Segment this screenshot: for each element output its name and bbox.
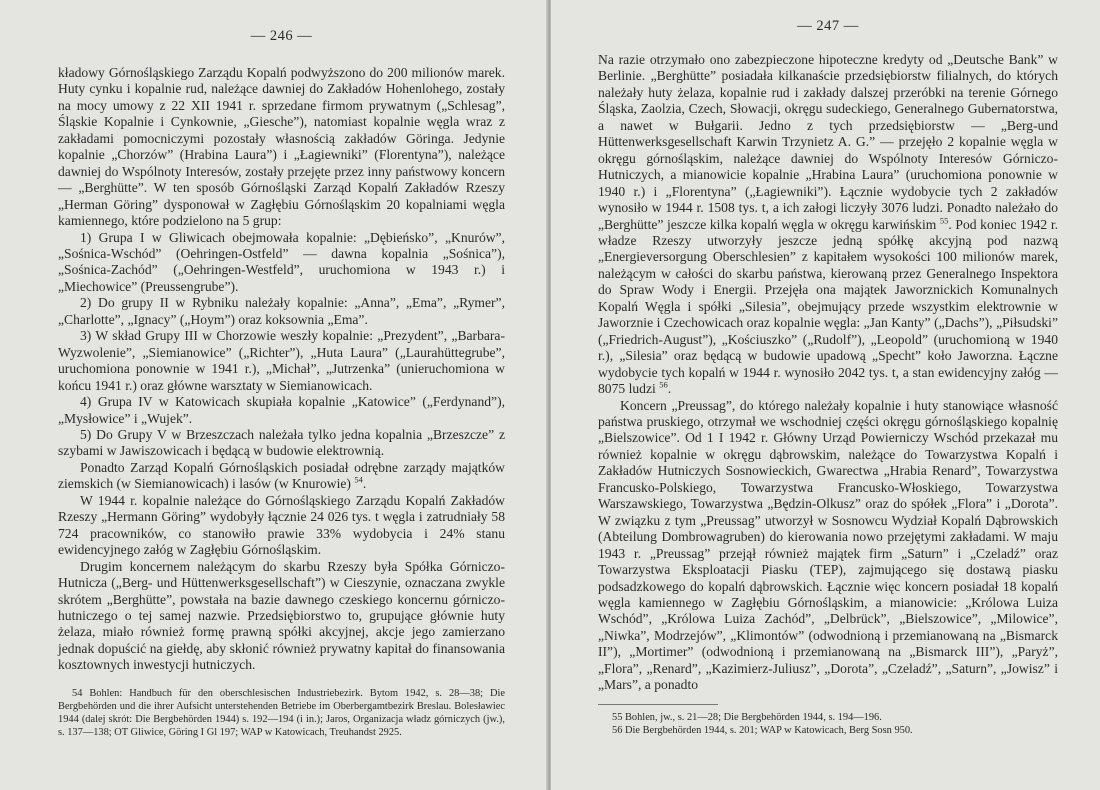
paragraph: Koncern „Preussag”, do którego należały kopalnie i huty stanowiące własność państwa pruskiego, otrzymał we wschodniej części okręgu górnośląskiego kopalnię „Bielszowice”. Od 1 I 1942 r. Główny Urząd Powierniczy Wschód przekazał mu również kopalnie w okręgu dąbrowskim, należące do Towarzystwa Kopalń i Zakładów Hutniczych Sosnowieckich, Gwarectwa „Hrabia Renard”, Towarzystwa Francusko-Polskiego, Towarzystwa Francusko-Włoskiego, Towarzystwa Warszawskiego, Towarzystwa „Będzin-Olkusz” oraz do spółek „Flora” i „Dorota”. W związku z tym „Preussag” utworzył w Sosnowcu Wydział Kopalń Dąbrowskich (Abteilung Dombrowagruben) do kierowania nowo przejętymi zakładami. W maju 1943 r. „Preussag” przejął również majątek firm „Saturn” i „Czeladź” oraz Towarzystwa Eksploatacji Piasku (TEP), zajmującego się dostawą piasku podsadzkowego do kopalń dąbrowskich. Łącznie więc koncern posiadał 18 kopalń węgla kamiennego w Zagłębiu Górnośląskim, a mianowicie: „Królowa Luiza Wschód”, „Królowa Luiza Zachód”, „Delbrück”, „Bielszowice”, „Milowice”, „Niwka”, Modrzejów”, „Klimontów” (odwodnioną i przemianowaną na „Bismarck II”), „Mortimer” (odwodnioną i przemianowaną na „Bismarck III”), „Paryż”, „Flora”, „Renard”, „Kazimierz-Juliusz”, „Dorota”, „Czeladź”, „Saturn”, „Jowisz” i „Mars”, a ponadto (598, 397, 1058, 693)
footnote-ref: 54 (354, 474, 363, 485)
footnote: 54 Bohlen: Handbuch für den oberschlesischen Industriebezirk. Bytom 1942, s. 28—38; Die Bergbehörden und die ihrer Aufsicht unterstehenden Betriebe im Oberbergamtbezirk Breslau. Bolesławiec 1944 (dalej skrót: Die Bergbehörden 1944) s. 192—194 (i in.); Jaros, Organizacja władz górniczych (jw.), s. 137—138; OT Gliwice, Göring I Gl 197; WAP w Katowicach, Treuhandst 2925. (58, 687, 505, 739)
page-number: — 247 — (797, 18, 859, 34)
paragraph: 5) Do Grupy V w Brzeszczach należała tylko jedna kopalnia „Brzeszcze” z szybami w Jawiszowicach i będącą w budowie elektrownią. (58, 426, 505, 459)
paragraph-text: Ponadto Zarząd Kopalń Górnośląskich posiadał odrębne zarządy majątków ziemskich (w Siemianowicach) i lasów (w Knurowie) (58, 459, 505, 492)
footnote: 56 Die Bergbehörden 1944, s. 201; WAP w Katowicach, Berg Sosn 950. (612, 724, 913, 736)
paragraph: Na razie otrzymało ono zabezpieczone hipoteczne kredyty od „Deutsche Bank” w Berlinie. „Berghütte” posiadała kilkanaście przedsiębiorstw filialnych, do których należały huty żelaza, kopalnie rud i zakłady dalszej przeróbki na terenie Górnego Śląska, Zaolzia, Czech, Słowacji, okręgu sudeckiego, Generalnego Gubernatorstwa, a nawet w Bułgarii. Jedno z tych przedsiębiorstw — „Berg-und Hüttenwerksgesellschaft Karwin Trzynietz A. G.” — przejęło 2 kopalnie węgla w okręgu górnośląskim, należące dawniej do Wspólnoty Interesów Górniczo-Hutniczych, a mianowicie kopalnie „Hrabina Laura” (uruchomiona ponownie w 1940 r.) i „Florentyna” („Łagiewniki”). Łącznie wydobycie tych 2 zakładów wynosiło w 1944 r. 1508 tys. t, a ich załogi liczyły 3076 ludzi. Ponadto należało do „Berghütte” jeszcze kilka kopalń węgla w okręgu karwińskim $^{55}$. Pod koniec 1942 r. władze Rzeszy utworzyły jeszcze jedną spółkę akcyjną pod nazwą „Energieversorgung Oberschlesien” z kapitałem wysokości 100 milionów marek, należącym w całości do skarbu państwa, kierowaną przez Generalnego Inspektora do Spraw Wody i Energii. Przejęła ona majątek Jaworznickich Komunalnych Kopalń Węgla i spółki „Silesia”, obejmujący przede wszystkim elektrownie w Jaworznie i Czechowicach oraz kopalnie węgla: „Jan Kanty” („Dachs”), „Piłsudski” („Friedrich-August”), „Kościuszko” („Rudolf”), „Leopold” (uruchomioną w 1940 r.), „Silesia” oraz będącą w budowie upadową „Specht” koło Jaworzna. Łączne wydobycie tych kopalń w 1944 r. wynosiło 2042 tys. t, a stan ewidencyjny załóg — 8075 ludzi $^{56}$. (598, 52, 1058, 397)
footnote-ref: 56 (659, 379, 668, 390)
paragraph: 1) Grupa I w Gliwicach obejmowała kopalnie: „Dębieńsko”, „Knurów”, „Sośnica-Wschód” (Oehringen-Ostfeld” — dawna kopalnia „Sośnica”), „Sośnica-Zachód” („Oehringen-Westfeld”, uruchomiona w 1943 r.) i „Miechowice” (Preussengrube”). (58, 229, 505, 294)
page-body (58, 65, 505, 674)
page-number: — 246 — (250, 28, 313, 44)
paragraph: W 1944 r. kopalnie należące do Górnośląskiego Zarządu Kopalń Zakładów Rzeszy „Hermann Göring” wydobyły łącznie 24 026 tys. t węgla i zatrudniały 58 724 pracowników, co stanowiło prawie 33% wydobycia i 24% stanu ewidencyjnego załóg w Zagłębiu Górnośląskim. (58, 492, 505, 558)
footnotes (58, 687, 505, 739)
paragraph: Ponadto Zarząd Kopalń Górnośląskich posiadał odrębne zarządy majątków ziemskich (w Siemianowicach) i lasów (w Knurowie) $^{54}$. (58, 459, 505, 492)
footnote-rule (598, 704, 718, 705)
paragraph: 2) Do grupy II w Rybniku należały kopalnie: „Anna”, „Ema”, „Rymer”, „Charlotte”, „Ignacy” („Hoym”) oraz koksownia „Ema”. (58, 295, 505, 327)
right-page (551, 0, 1100, 790)
page-body (598, 52, 1058, 694)
footnote-ref: 55 (939, 215, 949, 225)
footnote: 55 Bohlen, jw., s. 21—28; Die Bergbehörden 1944, s. 194—196. (612, 711, 882, 723)
paragraph: kładowy Górnośląskiego Zarządu Kopalń podwyższono do 200 milionów marek. Huty cynku i kopalnie rud, należące dawniej do Zakładów Hohenlohego, zostały na mocy umowy z 22 XII 1941 r. sprzedane firmom prywatnym („Schlesag”, Śląskie Kopalnie i Cynkownie, „Giesche”), natomiast kopalnie węgla wraz z zakładami pomocniczymi pozostały własnością zakładów Göringa. Jedynie kopalnie „Chorzów” (Hrabina Laura”) i „Łagiewniki” (Florentyna”), należące dawniej do Wspólnoty Interesów, zostały przejęte przez inny państwowy koncern — „Berghütte”. W ten sposób Górnośląski Zarząd Kopalń Zakładów Rzeszy „Herman Göring” dysponował w Zagłębiu Górnośląskim 20 kopalniami węgla kamiennego, które podzielono na 5 grup: (58, 65, 505, 229)
paragraph: Drugim koncernem należącym do skarbu Rzeszy była Spółka Górniczo-Hutnicza („Berg- und Hüttenwerksgesellschaft”) w Cieszynie, oznaczana zwykle skrótem „Berghütte”, powstała na bazie dawnego czeskiego koncernu górniczo-hutniczego o tej samej nazwie. Przedsiębiorstwo to, grupujące głównie huty żelaza, miało również formę prawną spółki akcyjnej, akcje jego zamierzano jednak dopuścić na giełdę, aby skłonić również prywatny kapitał do finansowania kosztownych inwestycji hutniczych. (58, 558, 505, 673)
footnotes (598, 711, 1058, 737)
paragraph-text: Na razie otrzymało ono zabezpieczone hipoteczne kredyty od „Deutsche Bank” w Berlinie. „Berghütte” posiadała kilkanaście przedsiębiorstw filialnych, do których należały huty żelaza, kopalnie rud i zakłady dalszej przeróbki na terenie Górnego Śląska, Zaolzia, Czech, Słowacji, okręgu sudeckiego, Generalnego Gubernatorstwa, a nawet w Bułgarii. Jedno z tych przedsiębiorstw — „Berg-und Hüttenwerksgesellschaft Karwin Trzynietz A. G.” — przejęło 2 kopalnie węgla w okręgu górnośląskim, należące dawniej do Wspólnoty Interesów Górniczo-Hutniczych, a mianowicie kopalnie „Hrabina Laura” (uruchomiona ponownie w 1940 r.) i „Florentyna” („Łagiewniki”). Łącznie wydobycie tych 2 zakładów wynosiło w 1944 r. 1508 tys. t, a ich załogi liczyły 3076 ludzi. Ponadto należało do „Berghütte” jeszcze kilka kopalń węgla w okręgu karwińskim (598, 52, 1058, 232)
paragraph: 4) Grupa IV w Katowicach skupiała kopalnie „Katowice” („Ferdynand”), „Mysłowice” i „Wujek”. (58, 394, 505, 426)
paragraph: 3) W skład Grupy III w Chorzowie weszły kopalnie: „Prezydent”, „Barbara-Wyzwolenie”, „Siemianowice” („Richter”), „Huta Laura” („Laurahüttegrube”, uruchomiona ponownie w 1941 r.), „Michał”, „Jutrzenka” (unieruchomiona w końcu 1941 r.) oraz główne warsztaty w Siemianowicach. (58, 328, 505, 393)
left-page (0, 0, 549, 790)
paragraph-text: Pod koniec 1942 r. władze Rzeszy utworzyły jeszcze jedną spółkę akcyjną pod nazwą „Energieversorgung Oberschlesien” z kapitałem wysokości 100 milionów marek, należącym w całości do skarbu państwa, kierowaną przez Generalnego Inspektora do Spraw Wody i Energii. Przejęła ona majątek Jaworznickich Komunalnych Kopalń Węgla i spółki „Silesia”, obejmujący przede wszystkim elektrownie w Jaworznie i Czechowicach oraz kopalnie węgla: „Jan Kanty” („Dachs”), „Piłsudski” („Friedrich-August”), „Kościuszko” („Rudolf”), „Leopold” (uruchomioną w 1940 r.), „Silesia” oraz będącą w budowie upadową „Specht” koło Jaworzna. Łączne wydobycie tych kopalń w 1944 r. wynosiło 2042 tys. t, a stan ewidencyjny załóg — 8075 ludzi (598, 216, 1058, 397)
